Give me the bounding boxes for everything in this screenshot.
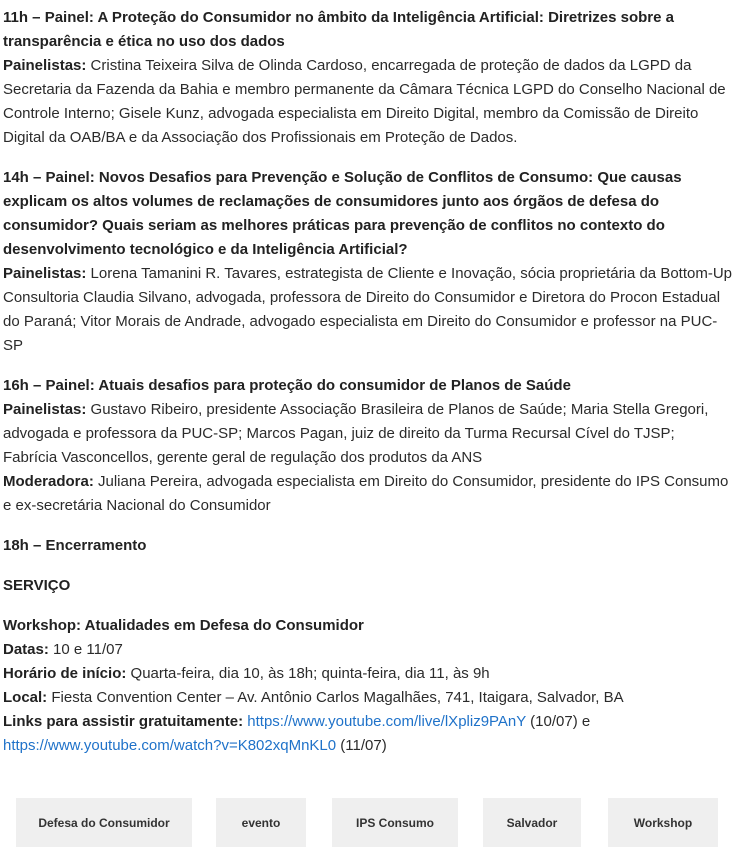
section-title: 11h – Painel: A Proteção do Consumidor no âmbito da Inteligência Artificial: Diretrizes sobre a transparência e ética no uso dos dados — [3, 9, 674, 50]
service-details — [3, 614, 733, 758]
panelists-label: Painelistas: — [3, 401, 87, 418]
section-title: 14h – Painel: Novos Desafios para Prevenção e Solução de Conflitos de Consumo: Que causas explicam os altos volumes de reclamações de consumidores junto aos órgãos de defesa do consumidor? Quais seriam as melhores práticas para prevenção de conflitos no contexto do desenvolvimento tecnológico e da Inteligência Artificial? — [3, 169, 682, 258]
location-label: Local: — [3, 689, 48, 706]
dates-value: 10 e 11/07 — [48, 641, 123, 658]
start-time-label: Horário de início: — [3, 665, 127, 682]
youtube-link-day1[interactable]: https://www.youtube.com/live/lXpliz9PAnY — [247, 713, 527, 730]
article-body — [3, 6, 733, 774]
section-14h — [3, 166, 733, 358]
section-11h — [3, 6, 733, 150]
link1-suffix: (10/07) e — [526, 713, 591, 730]
section-service — [3, 574, 733, 598]
panelists-text: Lorena Tamanini R. Tavares, estrategista de Cliente e Inovação, sócia proprietária da Bottom-Up Consultoria Claudia Silvano, advogada, professora de Direito do Consumidor e Diretora do Procon Estadual do Paraná; Vitor Morais de Andrade, advogado especialista em Direito do Consumidor e professor na PUC-SP — [3, 265, 733, 354]
tag-evento[interactable]: evento — [216, 798, 306, 847]
panelists-label: Painelistas: — [3, 57, 87, 74]
start-time-value: Quarta-feira, dia 10, às 18h; quinta-feira, dia 11, às 9h — [126, 665, 490, 682]
panelists-text: Gustavo Ribeiro, presidente Associação Brasileira de Planos de Saúde; Maria Stella Gregori, advogada e professora da PUC-SP; Marcos Pagan, juiz de direito da Turma Recursal Cível do TJSP; Fabrícia Vasconcellos, gerente geral de regulação dos produtos da ANS — [3, 401, 709, 466]
links-label: Links para assistir gratuitamente: — [3, 713, 244, 730]
workshop-title: Workshop: Atualidades em Defesa do Consumidor — [3, 617, 364, 634]
moderator-label: Moderadora: — [3, 473, 94, 490]
tag-workshop[interactable]: Workshop — [608, 798, 718, 847]
section-title: 16h – Painel: Atuais desafios para proteção do consumidor de Planos de Saúde — [3, 377, 571, 394]
tag-ips-consumo[interactable]: IPS Consumo — [332, 798, 458, 847]
location-value: Fiesta Convention Center – Av. Antônio Carlos Magalhães, 741, Itaigara, Salvador, BA — [47, 689, 624, 706]
dates-label: Datas: — [3, 641, 49, 658]
section-closing — [3, 534, 733, 558]
closing-title: 18h – Encerramento — [3, 537, 147, 554]
youtube-link-day2[interactable]: https://www.youtube.com/watch?v=K802xqMnKL0 — [3, 737, 337, 754]
panelists-text: Cristina Teixeira Silva de Olinda Cardoso, encarregada de proteção de dados da LGPD da Secretaria da Fazenda da Bahia e membro permanente da Câmara Técnica LGPD do Conselho Nacional de Controle Interno; Gisele Kunz, advogada especialista em Direito Digital, membro da Comissão de Direito Digital da OAB/BA e da Associação dos Profissionais em Proteção de Dados. — [3, 57, 726, 146]
link2-suffix: (11/07) — [336, 737, 387, 754]
moderator-text: Juliana Pereira, advogada especialista em Direito do Consumidor, presidente do IPS Consumo e ex-secretária Nacional do Consumidor — [3, 473, 729, 514]
tag-defesa-do-consumidor[interactable]: Defesa do Consumidor — [16, 798, 192, 847]
panelists-label: Painelistas: — [3, 265, 87, 282]
service-heading: SERVIÇO — [3, 577, 71, 594]
section-16h — [3, 374, 733, 518]
tag-salvador[interactable]: Salvador — [483, 798, 581, 847]
